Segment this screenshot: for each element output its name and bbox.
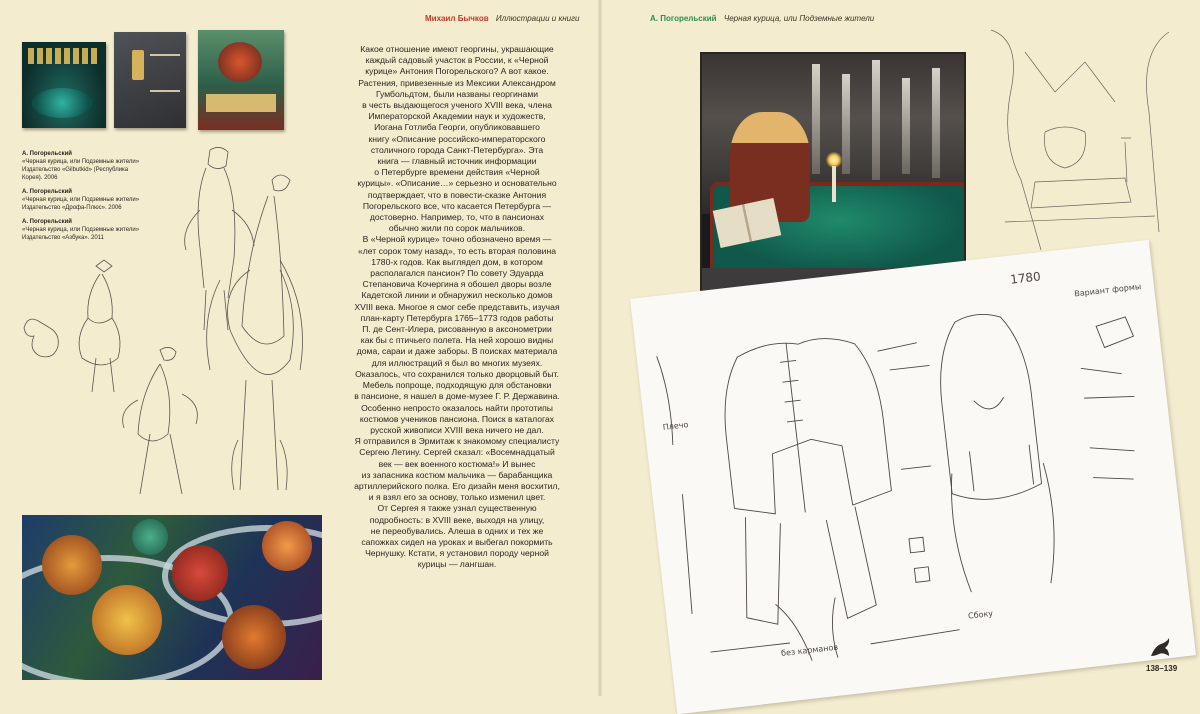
text-line: XVIII века. Многое я смог себе представить, изучая <box>354 301 560 312</box>
text-line: Какое отношение имеют георгины, украшающие <box>360 44 554 54</box>
text-line: артиллерийского полка. Его дизайн меня восхитил, <box>354 480 560 491</box>
book-cover-gilbutkid <box>22 42 106 128</box>
text-line: Мебель попроще, подходящую для обстановки <box>362 380 552 391</box>
room-sketch <box>985 22 1175 262</box>
text-line: 1780-х годов. Как выглядел дом, в котором <box>371 256 543 267</box>
text-line: Сергею Летину. Сергей сказал: «Восемнадцатый <box>359 447 555 458</box>
text-line: достоверно. Например, то, что в пансионах <box>369 212 545 223</box>
caption-title: «Черная курица, или Подземные жители» <box>22 227 140 233</box>
running-head-right <box>650 14 874 23</box>
text-line: и я взял его за основу, только изменил цвет. <box>368 492 546 503</box>
text-line: Кадетской линии и обнаружил несколько домов <box>361 290 553 301</box>
text-line: в честь выдающегося ученого XVIII века, члена <box>362 100 552 111</box>
caption-author: А. Погорельский <box>22 219 72 225</box>
running-head-left <box>425 14 580 23</box>
sheet-year: 1780 <box>1009 269 1042 287</box>
text-line: курицы — лангшан. <box>417 559 497 570</box>
text-line: «лет сорок тому назад», то есть вторая половина <box>357 245 557 256</box>
caption-author: А. Погорельский <box>22 151 72 157</box>
running-head-author: Михаил Бычков <box>425 14 489 23</box>
text-line: русской живописи XVIII века ничего не дал. <box>370 424 544 435</box>
sheet-note-variant: Вариант формы <box>1073 281 1142 299</box>
text-line: подтверждает, что в повести-сказке Антония <box>367 189 547 200</box>
sheet-note-sboku: Сбоку <box>967 608 994 621</box>
text-line: костюмов учеников пансиона. Поиск в каталогах <box>359 413 555 424</box>
text-line: П. де Сент-Илера, рисованную в аксонометрии <box>362 324 552 335</box>
running-head-subject: Черная курица, или Подземные жители <box>723 14 875 23</box>
text-line: книгу «Описание российско-императорского <box>368 133 546 144</box>
running-head-subject: Иллюстрации и книги <box>495 14 580 23</box>
text-line: столичного города Санкт-Петербурга». Эта <box>370 144 544 155</box>
page-gutter <box>598 0 602 696</box>
text-line: располагался пансион? По совету Эдуарда <box>370 268 544 279</box>
text-line: курицы». «Описание…» серьезно и основательно <box>357 178 557 189</box>
publisher-logo-icon <box>1148 636 1172 660</box>
text-line: Степановича Кочергина я обошел дворы возле <box>362 279 552 290</box>
text-line: для иллюстраций я был во многих музеях. <box>371 357 543 368</box>
text-line: книга — главный источник информации <box>377 156 537 167</box>
garden-illustration <box>22 515 322 680</box>
text-line: из запасника костюм мальчика — барабанщика <box>361 469 553 480</box>
sheet-note-plecho: Плечо <box>662 420 689 432</box>
text-line: Растения, привезенные из Мексики Александром <box>358 77 556 88</box>
caption-author: А. Погорельский <box>22 189 72 195</box>
text-line: не переобувались. Алеша в одних и тех же <box>370 525 544 536</box>
page-numbers: 138–139 <box>1146 664 1178 673</box>
article-text <box>352 44 562 571</box>
text-line: Оказалось, что сохранился только дворцовый быт. <box>355 368 559 379</box>
book-cover-azbuka <box>198 30 284 130</box>
boy-at-table-illustration <box>700 52 966 292</box>
figure-sketches <box>10 140 310 505</box>
running-head-author: А. Погорельский <box>650 14 717 23</box>
text-line: сапожках сидел на уроках и выбегал покормить <box>361 536 553 547</box>
text-line: Иогана Готлиба Георги, опубликовавшего <box>374 122 540 133</box>
text-line: в пансионе, я нашел в доме-музее Г. Р. Державина. <box>354 391 560 402</box>
text-line: дома, сараи и даже заборы. В поисках материала <box>356 346 558 357</box>
text-line: Погорельского все, что касается Петербурга — <box>362 200 552 211</box>
text-line: курице» Антония Погорельского? А вот какое. <box>365 66 549 77</box>
text-line: план-карту Петербурга 1765–1773 годов работы <box>360 312 554 323</box>
caption-publisher: Издательство «Gilbutkid» (Республика Корея). 2006 <box>22 167 129 181</box>
text-line: В «Черной курице» точно обозначено время — <box>362 234 552 245</box>
text-line: Гумбольдтом, были названы георгинами <box>375 88 539 99</box>
text-line: Императорской Академии наук и художеств, <box>368 111 546 122</box>
text-line: каждый садовый участок в России, к «Черной <box>365 55 549 66</box>
text-line: Особенно непросто оказалось найти прототипы <box>361 402 553 413</box>
sheet-note-karmany: без карманов <box>780 642 839 659</box>
caption-title: «Черная курица, или Подземные жители» <box>22 159 140 165</box>
caption-publisher: Издательство «Дрофа-Плюс». 2006 <box>22 205 122 211</box>
text-line: как бы с птичьего полета. На ней хорошо видны <box>360 335 554 346</box>
text-line: век — век военного костюма!» И вынес <box>378 458 536 469</box>
text-line: обычно жили по сорок мальчиков. <box>388 223 526 234</box>
text-line: подробность: в XVIII веке, выходя на улицу, <box>369 514 545 525</box>
caption-title: «Черная курица, или Подземные жители» <box>22 197 140 203</box>
caption-publisher: Издательство «Азбука». 2011 <box>22 235 104 241</box>
book-cover-drofa <box>114 32 186 128</box>
text-line: Чернушку. Кстати, я установил породу черной <box>365 548 549 559</box>
text-line: Я отправился в Эрмитаж к знакомому специалисту <box>354 436 560 447</box>
text-line: о Петербурге времени действия «Черной <box>374 167 540 178</box>
costume-sketch-sheet <box>630 240 1196 714</box>
text-line: От Сергея я также узнал существенную <box>377 503 537 514</box>
